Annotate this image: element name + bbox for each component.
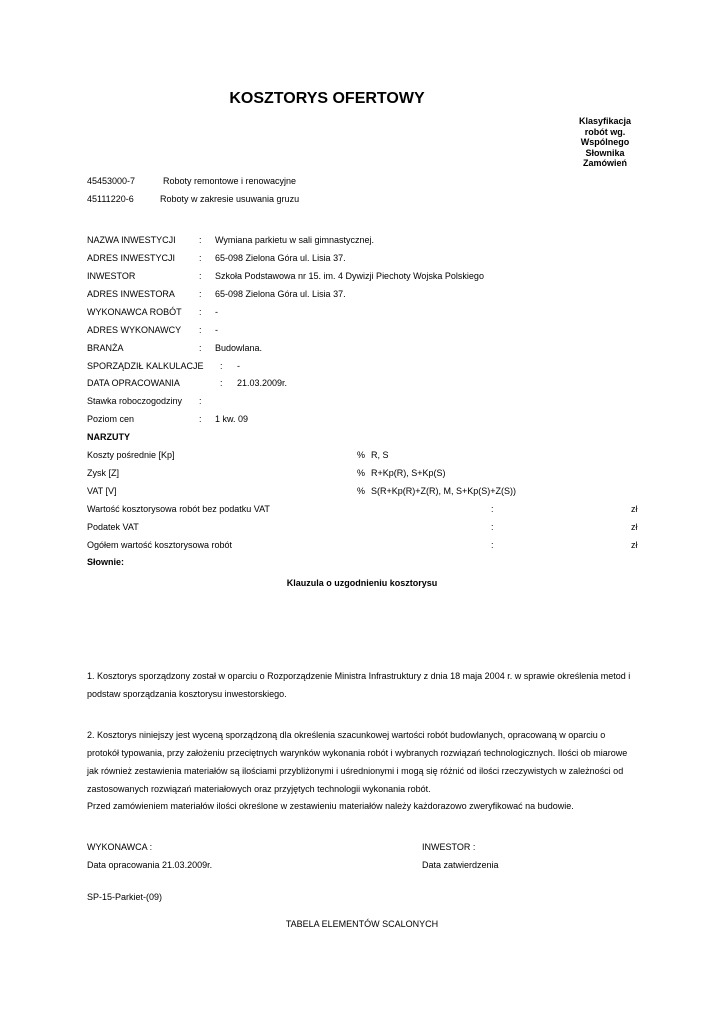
narzut-label: Koszty pośrednie [Kp] xyxy=(87,450,175,460)
cpv-code: 45453000-7 xyxy=(87,176,136,186)
narzuty-heading: NARZUTY xyxy=(87,432,130,442)
cpv-description: Roboty remontowe i renowacyjne xyxy=(163,176,297,186)
info-value: - xyxy=(237,361,240,371)
table-heading: TABELA ELEMENTÓW SCALONYCH xyxy=(285,919,439,929)
narzut-percent: % xyxy=(357,486,366,496)
narzut-label: Zysk [Z] xyxy=(87,468,119,478)
info-separator: : xyxy=(199,307,202,317)
total-label: Ogółem wartość kosztorysowa robót xyxy=(87,540,233,550)
info-label: Stawka roboczogodziny xyxy=(87,396,183,406)
total-label: Podatek VAT xyxy=(87,522,139,532)
info-separator: : xyxy=(199,235,202,245)
narzut-percent: % xyxy=(357,450,366,460)
info-label: NAZWA INWESTYCJI xyxy=(87,235,176,245)
info-value: 21.03.2009r. xyxy=(237,378,288,388)
cpv-code: 45111220-6 xyxy=(87,194,134,204)
info-separator: : xyxy=(199,343,202,353)
total-unit: zł xyxy=(631,540,638,550)
classification-line: Wspólnego xyxy=(580,137,630,147)
info-value: 1 kw. 09 xyxy=(215,414,249,424)
info-separator: : xyxy=(199,414,202,424)
paragraph-2: 2. Kosztorys niniejszy jest wyceną sporządzoną dla określenia szacunkowej wartości robót budowlanych, opracowaną w oparciu o protokół typowania, przy założeniu przeciętnych warynków wykonania robót i wybranych rozwiązań technologicznych. Ilości ob miarowe jak również zestawienia materiałów są ilościami przybliżonymi i uśrednionymi i mogą się różnić od ilości rzeczywistych w zależności od zastosowanych rozwiązań materiałowych oraz przyjętych technologii wykonania robót. xyxy=(87,730,628,794)
total-separator: : xyxy=(491,522,494,532)
paragraph-1: 1. Kosztorys sporządzony został w oparciu o Rozporządzenie Ministra Infrastruktury z dnia 18 maja 2004 r. w sprawie określenia metod i podstaw sporządzania kosztorysu inwestorskiego. xyxy=(87,671,631,699)
total-separator: : xyxy=(491,540,494,550)
info-value: Szkoła Podstawowa nr 15. im. 4 Dywizji Piechoty Wojska Polskiego xyxy=(215,271,484,281)
info-label: DATA OPRACOWANIA xyxy=(87,378,180,388)
document-code: SP-15-Parkiet-(09) xyxy=(87,892,163,902)
total-separator: : xyxy=(491,504,494,514)
info-label: BRANŻA xyxy=(87,343,124,353)
paragraph-3: Przed zamówieniem materiałów ilości określone w zestawieniu materiałów należy każdorazowo zweryfikować na budowie. xyxy=(87,801,574,811)
info-separator: : xyxy=(199,289,202,299)
narzut-percent: % xyxy=(357,468,366,478)
narzut-formula: R, S xyxy=(371,450,389,460)
info-label: ADRES WYKONAWCY xyxy=(87,325,182,335)
total-unit: zł xyxy=(631,522,638,532)
narzut-formula: R+Kp(R), S+Kp(S) xyxy=(371,468,446,478)
classification-line: Słownika xyxy=(585,147,625,158)
info-label: WYKONAWCA ROBÓT xyxy=(87,307,182,317)
info-value: Wymiana parkietu w sali gimnastycznej. xyxy=(215,235,374,245)
info-value: - xyxy=(215,307,218,317)
total-unit: zł xyxy=(631,504,638,514)
cpv-description: Roboty w zakresie usuwania gruzu xyxy=(160,194,300,204)
info-label: SPORZĄDZIŁ KALKULACJE xyxy=(87,361,204,371)
narzut-label: VAT [V] xyxy=(87,486,117,496)
classification-line: Klasyfikacja xyxy=(578,116,632,126)
info-separator: : xyxy=(220,361,223,371)
info-value: Budowlana. xyxy=(215,343,263,353)
info-label: INWESTOR xyxy=(87,271,136,281)
info-value: 65-098 Zielona Góra ul. Lisia 37. xyxy=(215,289,346,299)
classification-line: Zamówień xyxy=(582,158,627,168)
info-value: - xyxy=(215,325,218,335)
classification-line: robót wg. xyxy=(584,126,626,137)
info-separator: : xyxy=(220,378,223,388)
wykonawca-label: WYKONAWCA : xyxy=(87,842,153,852)
page-title: KOSZTORYS OFERTOWY xyxy=(229,90,425,107)
slownie-label: Słownie: xyxy=(87,557,125,567)
info-value: 65-098 Zielona Góra ul. Lisia 37. xyxy=(215,253,346,263)
data-opracowania: Data opracowania 21.03.2009r. xyxy=(87,860,213,870)
classification-heading xyxy=(560,116,650,169)
total-label: Wartość kosztorysowa robót bez podatku VAT xyxy=(87,504,270,514)
data-zatwierdzenia: Data zatwierdzenia xyxy=(422,860,499,870)
clause-title: Klauzula o uzgodnieniu kosztorysu xyxy=(286,578,438,588)
info-label: Poziom cen xyxy=(87,414,135,424)
info-separator: : xyxy=(199,253,202,263)
info-label: ADRES INWESTORA xyxy=(87,289,175,299)
info-separator: : xyxy=(199,325,202,335)
info-separator: : xyxy=(199,396,202,406)
inwestor-label: INWESTOR : xyxy=(422,842,476,852)
narzut-formula: S(R+Kp(R)+Z(R), M, S+Kp(S)+Z(S)) xyxy=(371,486,517,496)
info-separator: : xyxy=(199,271,202,281)
info-label: ADRES INWESTYCJI xyxy=(87,253,176,263)
